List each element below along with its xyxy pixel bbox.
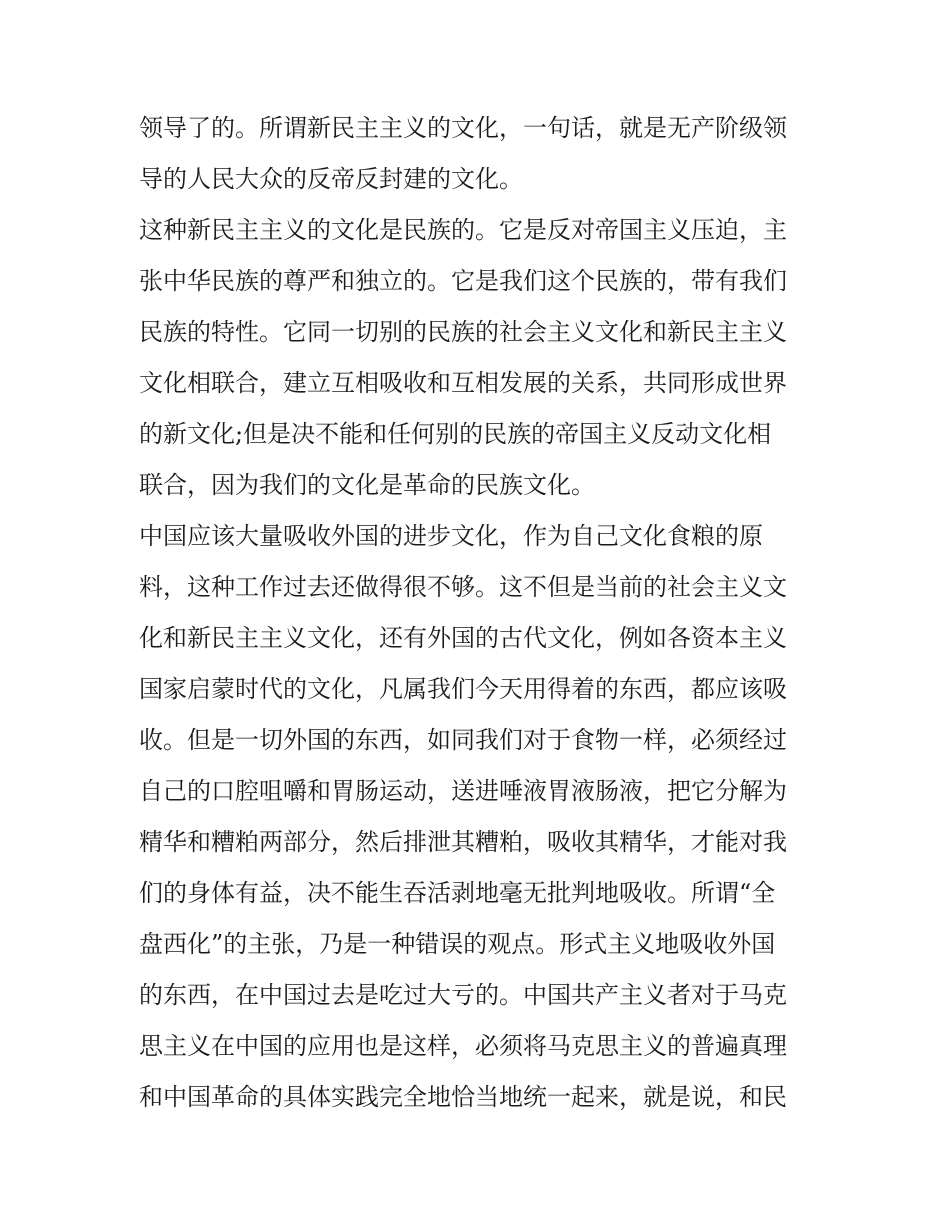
text-line: 化和新民主主义文化，还有外国的古代文化，例如各资本主义 [139,624,787,652]
text-line: 领导了的。所谓新民主主义的文化，一句话，就是无产阶级领 [139,114,787,142]
text-line: 们的身体有益，决不能生吞活剥地毫无批判地吸收。所谓“全 [139,879,776,907]
body-text [139,103,819,1123]
text-line: 精华和糟粕两部分，然后排泄其糟粕，吸收其精华，才能对我 [139,828,787,856]
text-line: 联合，因为我们的文化是革命的民族文化。 [139,471,595,499]
text-line: 收。但是一切外国的东西，如同我们对于食物一样，必须经过 [139,726,787,754]
text-line: 这种新民主主义的文化是民族的。它是反对帝国主义压迫，主 [139,216,787,244]
text-line: 和中国革命的具体实践完全地恰当地统一起来，就是说，和民 [139,1083,787,1111]
text-line: 的东西，在中国过去是吃过大亏的。中国共产主义者对于马克 [139,981,787,1009]
text-line: 张中华民族的尊严和独立的。它是我们这个民族的，带有我们 [139,267,787,295]
text-line: 的新文化;但是决不能和任何别的民族的帝国主义反动文化相 [139,420,772,448]
text-line: 导的人民大众的反帝反封建的文化。 [139,165,523,193]
text-line: 中国应该大量吸收外国的进步文化，作为自己文化食粮的原 [139,522,763,550]
text-line: 自己的口腔咀嚼和胃肠运动，送进唾液胃液肠液，把它分解为 [139,777,787,805]
text-line: 盘西化”的主张，乃是一种错误的观点。形式主义地吸收外国 [139,930,776,958]
text-line: 民族的特性。它同一切别的民族的社会主义文化和新民主主义 [139,318,787,346]
text-line: 文化相联合，建立互相吸收和互相发展的关系，共同形成世界 [139,369,787,397]
text-line: 料，这种工作过去还做得很不够。这不但是当前的社会主义文 [139,573,787,601]
text-line: 思主义在中国的应用也是这样，必须将马克思主义的普遍真理 [139,1032,787,1060]
text-line: 国家启蒙时代的文化，凡属我们今天用得着的东西，都应该吸 [139,675,787,703]
